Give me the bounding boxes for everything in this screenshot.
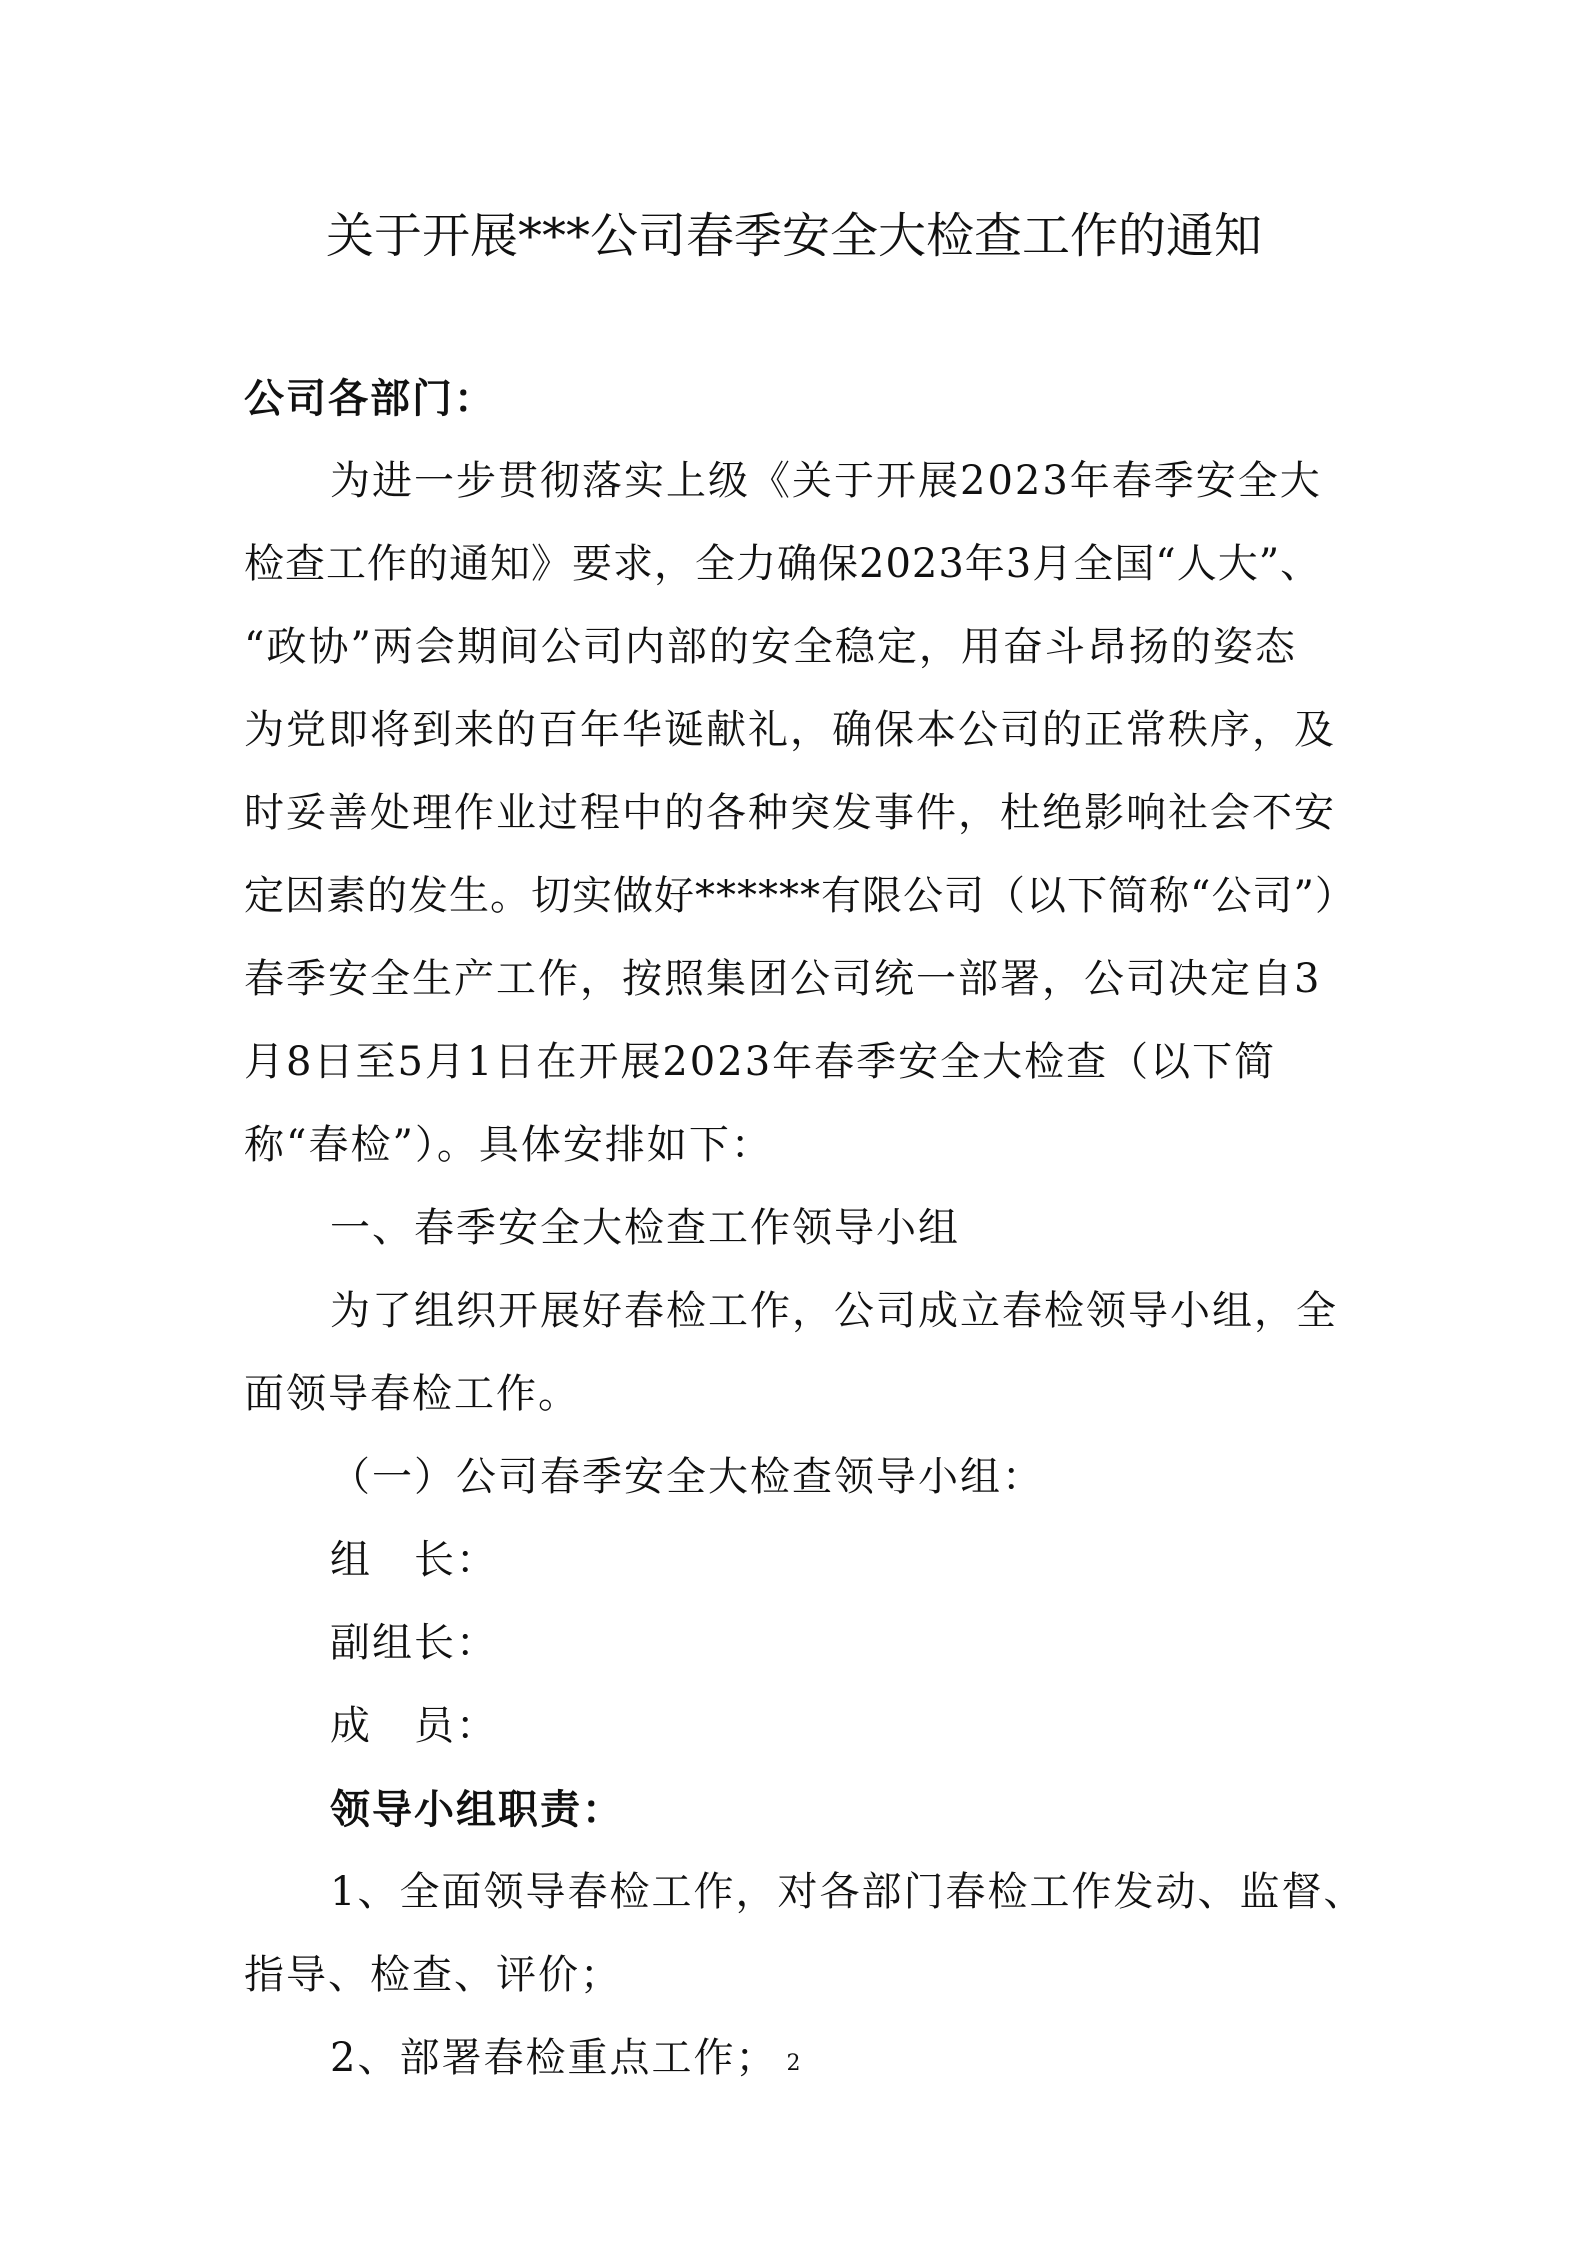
page-number: 2 [786,2051,801,2076]
salutation: 公司各部门： [244,375,496,422]
duties-heading: 领导小组职责： [330,1786,624,1833]
section-heading: 一、春季安全大检查工作领导小组 [330,1205,960,1251]
paragraph-line-9: 称“春检”）。具体安排如下： [244,1122,773,1168]
members-role-label: 成 员： [330,1703,498,1749]
duty-line-1: 1、全面领导春检工作，对各部门春检工作发动、监督、 [330,1869,1366,1915]
paragraph-line-4: 为党即将到来的百年华诞献礼，确保本公司的正常秩序，及 [244,707,1336,753]
section-line-1: 为了组织开展好春检工作，公司成立春检领导小组，全 [330,1288,1338,1334]
paragraph-line-6: 定因素的发生。切实做好******有限公司（以下简称“公司”） [244,873,1356,919]
duty-line-2: 指导、检查、评价； [244,1952,622,1998]
subsection-heading: （一）公司春季安全大检查领导小组： [330,1454,1044,1500]
paragraph-line-3: “政协”两会期间公司内部的安全稳定，用奋斗昂扬的姿态 [244,624,1297,670]
duty-line-3: 2、部署春检重点工作； [330,2035,778,2081]
leader-role-label: 组 长： [330,1537,498,1583]
document-title: 关于开展***公司春季安全大检查工作的通知 [325,208,1262,264]
document-body [244,357,1366,2100]
paragraph-line-1: 为进一步贯彻落实上级《关于开展2023年春季安全大 [330,458,1322,504]
paragraph-line-5: 时妥善处理作业过程中的各种突发事件，杜绝影响社会不安 [244,790,1336,836]
deputy-role-label: 副组长： [330,1620,498,1666]
paragraph-line-8: 月8日至5月1日在开展2023年春季安全大检查（以下简 [244,1039,1277,1085]
paragraph-line-2: 检查工作的通知》要求，全力确保2023年3月全国“人大”、 [244,541,1322,587]
section-line-2: 面领导春检工作。 [244,1371,580,1417]
paragraph-line-7: 春季安全生产工作，按照集团公司统一部署，公司决定自3 [244,956,1322,1002]
